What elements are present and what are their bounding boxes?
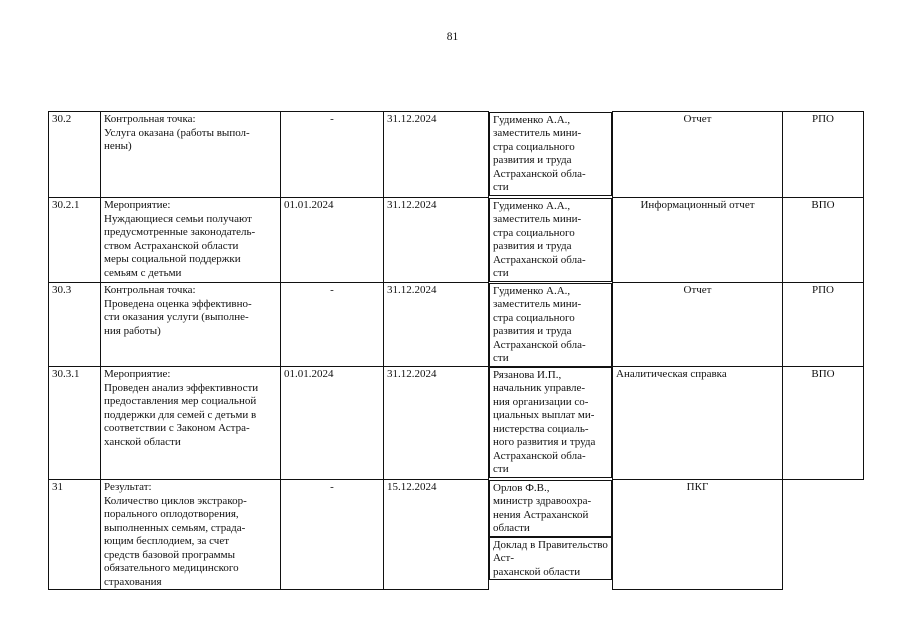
- row-description-cell: [101, 480, 281, 590]
- end-date: 31.12.2024: [384, 198, 489, 283]
- control-level: РПО: [783, 112, 864, 198]
- row-description: Количество циклов экстракор- порального оплодотворения, выполненных семьям, страда- ющим бесплодием, за счет средств базовой программы обязательного медицинского страхования: [104, 494, 247, 588]
- table-row: [49, 367, 864, 480]
- table-row: [49, 112, 864, 198]
- responsible-person: Гудименко А.А., заместитель мини- стра социального развития и труда Астраханской обла- сти: [489, 283, 612, 367]
- end-date: 15.12.2024: [384, 480, 489, 590]
- row-description: Проведена оценка эффективно- сти оказания услуги (выполне- ния работы): [104, 297, 252, 337]
- row-number: 30.3: [49, 283, 101, 367]
- row-type-label: Контрольная точка:: [104, 113, 196, 125]
- row-type-label: Контрольная точка:: [104, 284, 196, 296]
- document-type: Отчет: [613, 112, 783, 198]
- document-type: Аналитическая справка: [613, 367, 783, 480]
- responsible-person: Рязанова И.П., начальник управле- ния организации со- циальных выплат ми- нистерства социаль- ного развития и труда Астраханской обла- сти: [489, 367, 612, 478]
- row-description-cell: [101, 283, 281, 367]
- start-date: 01.01.2024: [281, 367, 384, 480]
- document-type: Доклад в Правительство Аст- раханской области: [489, 537, 612, 581]
- row-description-cell: [101, 367, 281, 480]
- row-description: Услуга оказана (работы выпол- нены): [104, 126, 250, 152]
- table-row: [49, 198, 864, 283]
- row-type-label: Мероприятие:: [104, 368, 171, 380]
- row-number: 30.2: [49, 112, 101, 198]
- page-number: 81: [446, 31, 459, 43]
- document-type: Отчет: [613, 283, 783, 367]
- row-description: Нуждающиеся семьи получают предусмотренные законодатель- ством Астраханской области меры социальной поддержки семьям с детьми: [104, 212, 256, 279]
- row-description-cell: [101, 198, 281, 283]
- responsible-person: Орлов Ф.В., министр здравоохра- нения Астраханской области: [489, 480, 612, 537]
- end-date: 31.12.2024: [384, 367, 489, 480]
- row-description-cell: [101, 112, 281, 198]
- control-level: ВПО: [783, 198, 864, 283]
- row-number: 30.3.1: [49, 367, 101, 480]
- plan-table: [48, 111, 864, 590]
- table-row: [49, 283, 864, 367]
- control-level: ВПО: [783, 367, 864, 480]
- start-date: -: [281, 283, 384, 367]
- start-date: -: [281, 480, 384, 590]
- document-type: Информационный отчет: [613, 198, 783, 283]
- control-level: РПО: [783, 283, 864, 367]
- responsible-person: Гудименко А.А., заместитель мини- стра социального развития и труда Астраханской обла- сти: [489, 198, 612, 282]
- row-type-label: Мероприятие:: [104, 199, 171, 211]
- table-row: [49, 480, 864, 590]
- end-date: 31.12.2024: [384, 283, 489, 367]
- responsible-person: Гудименко А.А., заместитель мини- стра социального развития и труда Астраханской обла- сти: [489, 112, 612, 196]
- start-date: 01.01.2024: [281, 198, 384, 283]
- start-date: -: [281, 112, 384, 198]
- row-number: 31: [49, 480, 101, 590]
- control-level: ПКГ: [613, 480, 783, 590]
- row-description: Проведен анализ эффективности предоставления мер социальной поддержки для семей с детьми в соответствии с Законом Астра- ханской области: [104, 381, 259, 448]
- row-type-label: Результат:: [104, 481, 152, 493]
- row-number: 30.2.1: [49, 198, 101, 283]
- end-date: 31.12.2024: [384, 112, 489, 198]
